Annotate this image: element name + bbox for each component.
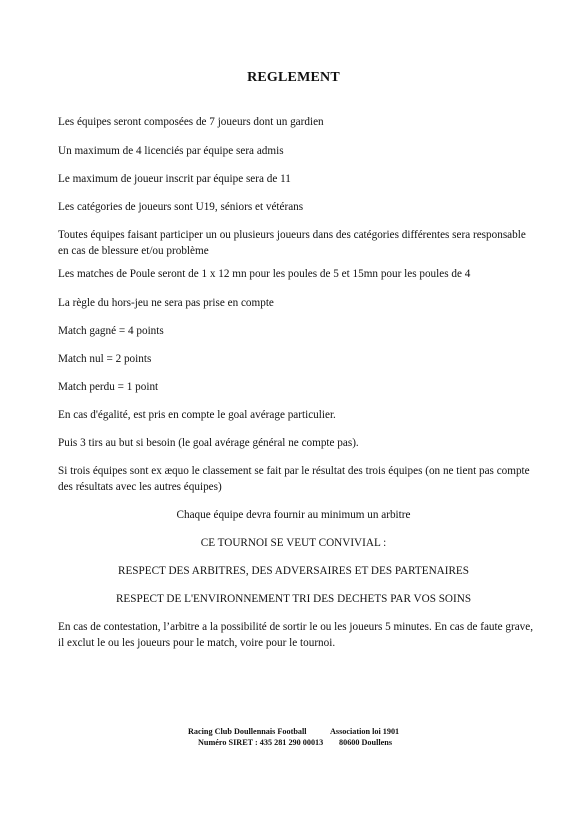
footer-association: Association loi 1901 [330, 727, 400, 736]
rule-points-win: Match gagné = 4 points [58, 325, 164, 337]
rule-licensed-max: Un maximum de 4 licenciés par équipe sera admis [58, 145, 284, 157]
rule-tiebreak-penalties: Puis 3 tirs au but si besoin (le goal avérage général ne compte pas). [58, 437, 359, 449]
rule-responsibility: Toutes équipes faisant participer un ou plusieurs joueurs dans des catégories différentes sera responsable en cas de blessure et/ou problème [58, 229, 526, 257]
contestation-paragraph: En cas de contestation, l’arbitre a la possibilité de sortir le ou les joueurs 5 minutes. En cas de faute grave, il exclut le ou les joueurs pour le match, voire pour le tournoi. [58, 621, 534, 649]
document-title: REGLEMENT [247, 70, 340, 85]
rule-offside: La règle du hors-jeu ne sera pas prise en compte [58, 297, 274, 309]
footer-club-name: Racing Club Doullennais Football [188, 727, 307, 736]
rule-points-loss: Match perdu = 1 point [58, 381, 159, 393]
rule-team-composition: Les équipes seront composées de 7 joueurs dont un gardien [58, 116, 324, 128]
footer [0, 726, 587, 748]
referee-requirement: Chaque équipe devra fournir au minimum un arbitre [176, 509, 411, 521]
convivial-heading: CE TOURNOI SE VEUT CONVIVIAL : [200, 537, 387, 549]
rule-tiebreak-goal-average: En cas d'égalité, est pris en compte le goal avérage particulier. [58, 409, 336, 421]
rule-registered-max: Le maximum de joueur inscrit par équipe sera de 11 [58, 173, 291, 185]
footer-row-1 [0, 726, 587, 737]
rule-categories: Les catégories de joueurs sont U19, séniors et vétérans [58, 201, 304, 213]
footer-row-2 [0, 737, 587, 748]
footer-siret: Numéro SIRET : 435 281 290 00013 [198, 738, 324, 747]
respect-referees-line: RESPECT DES ARBITRES, DES ADVERSAIRES ET DES PARTENAIRES [118, 565, 469, 577]
footer-postal: 80600 Doullens [339, 738, 392, 747]
rule-match-duration: Les matches de Poule seront de 1 x 12 mn pour les poules de 5 et 15mn pour les poules de 4 [58, 268, 471, 280]
rule-three-team-tie: Si trois équipes sont ex æquo le classement se fait par le résultat des trois équipes (on ne tient pas compte des résultats avec les autres équipes) [58, 465, 530, 493]
respect-environment-line: RESPECT DE L'ENVIRONNEMENT TRI DES DECHETS PAR VOS SOINS [115, 593, 472, 605]
rule-points-draw: Match nul = 2 points [58, 353, 152, 365]
